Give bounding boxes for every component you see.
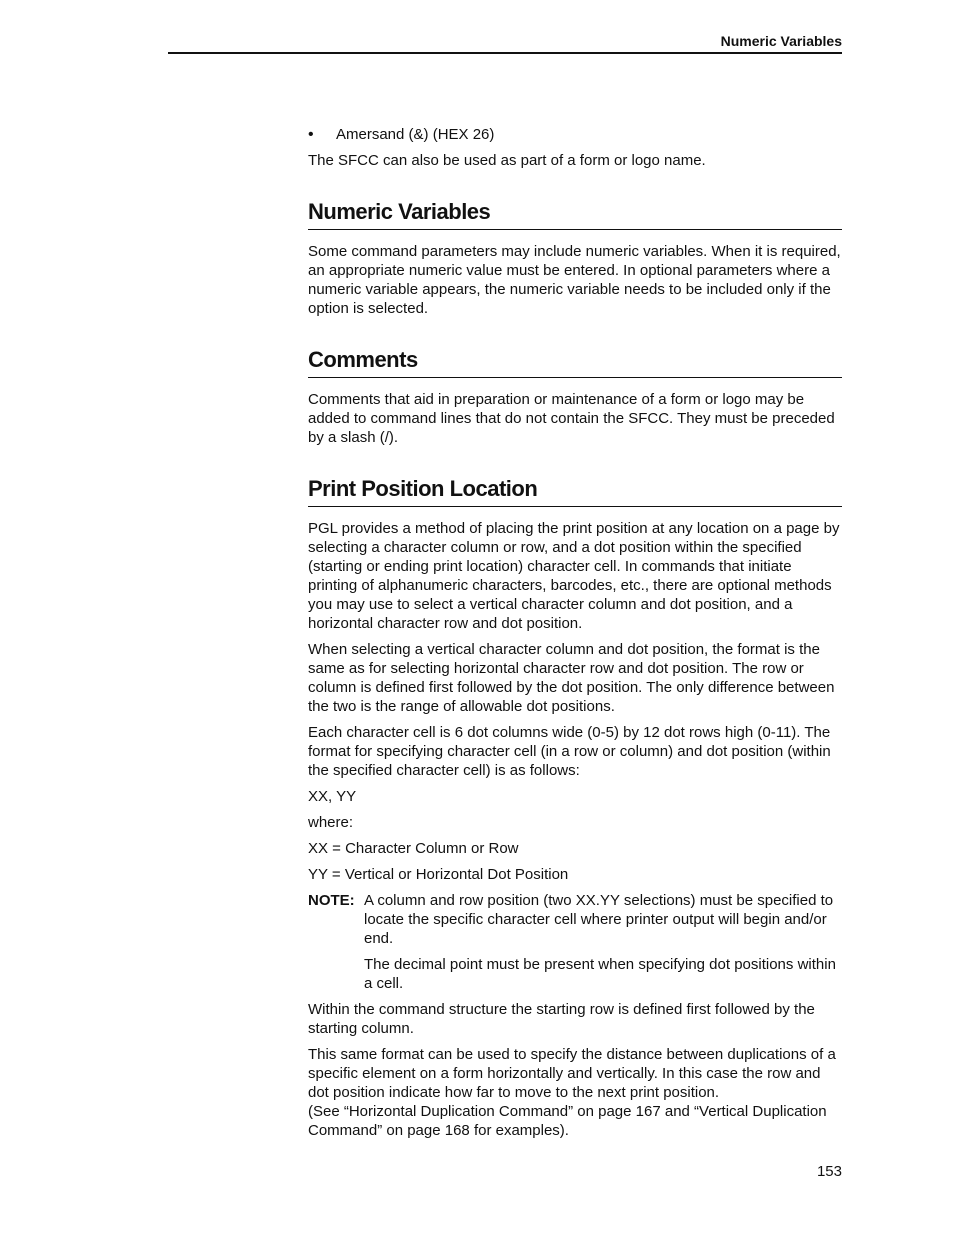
note-extra-text: The decimal point must be present when specifying dot positions within a cell. [364,956,836,992]
bullet-text: Amersand (&) (HEX 26) [336,126,495,143]
intro-paragraph: The SFCC can also be used as part of a form or logo name. [308,152,706,169]
heading-numeric-variables: Numeric Variables [308,198,842,230]
xx-definition: XX = Character Column or Row [308,840,519,857]
format-example: XX, YY [308,788,357,805]
note-label: NOTE: [308,892,355,909]
where-label: where: [308,814,354,831]
yy-definition: YY = Vertical or Horizontal Dot Position [308,866,569,883]
print-position-paragraph-5: This same format can be used to specify the distance between duplications of a specific element on a form horizontally and vertically. In this case the row and dot position indicate how far to move to the next print position. [308,1046,836,1101]
comments-paragraph: Comments that aid in preparation or maintenance of a form or logo may be added to command lines that do not contain the SFCC. They must be preceded by a slash (/). [308,391,835,446]
running-header-title: Numeric Variables [720,33,842,49]
page-number: 153 [816,1163,842,1180]
note-block [308,891,842,948]
numeric-variables-paragraph: Some command parameters may include numeric variables. When it is required, an appropriate numeric value must be entered. In optional parameters where a numeric variable appears, the numeric variable needs to be included only if the option is selected. [308,243,841,317]
heading-print-position-location: Print Position Location [308,475,842,507]
running-header [168,32,842,54]
bullet-item [308,125,842,144]
print-position-paragraph-6: (See “Horizontal Duplication Command” on page 167 and “Vertical Duplication Command” on page 168 for examples). [308,1103,827,1139]
heading-comments: Comments [308,346,842,378]
print-position-paragraph-3: Each character cell is 6 dot columns wide (0-5) by 12 dot rows high (0-11). The format for specifying character cell (in a row or column) and dot position (within the specified character cell) is as follows: [308,724,831,779]
print-position-paragraph-2: When selecting a vertical character column and dot position, the format is the same as for selecting horizontal character row and dot position. The row or column is defined first followed by the dot position. The only difference between the two is the range of allowable dot positions. [308,641,835,715]
bullet-icon: • [308,126,314,143]
print-position-paragraph-1: PGL provides a method of placing the print position at any location on a page by selecting a character column or row, and a dot position within the specified (starting or ending print location) character cell. In commands that initiate printing of alphanumeric characters, barcodes, etc., there are optional methods you may use to select a vertical character column and dot position, and a horizontal character row and dot position. [308,520,840,632]
note-text: A column and row position (two XX.YY selections) must be specified to locate the specific character cell where printer output will begin and/or end. [364,892,834,947]
page-content [308,125,842,1147]
print-position-paragraph-4: Within the command structure the starting row is defined first followed by the starting column. [308,1001,815,1037]
